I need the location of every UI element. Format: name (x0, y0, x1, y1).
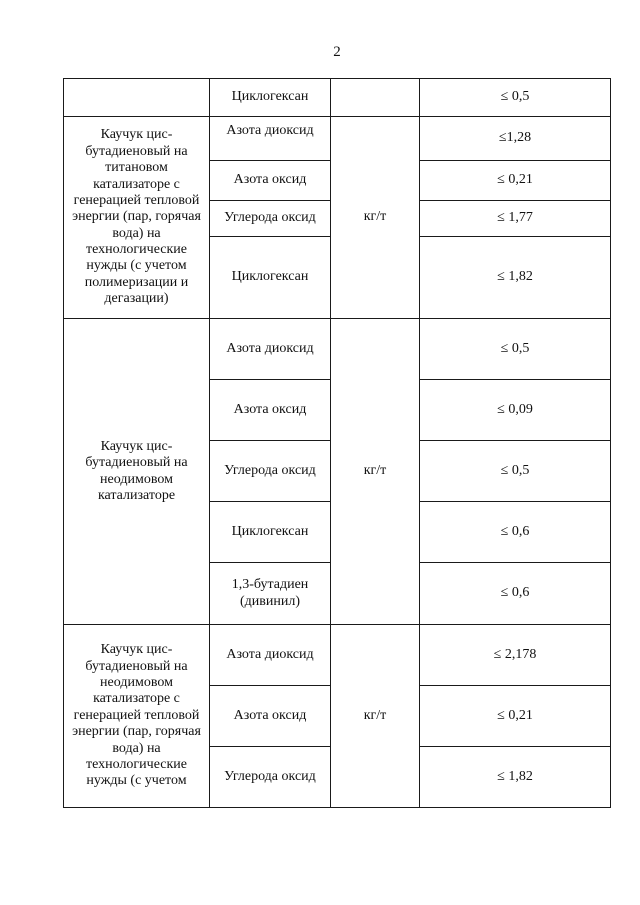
value-cell: ≤ 0,5 (420, 441, 611, 502)
value-cell: ≤1,28 (420, 117, 611, 161)
product-cell: Каучук цис-бутадиеновый на титановом катализаторе с генерацией тепловой энергии (пар, горячая вода) на технологические нужды (с учетом полимеризации и дегазации) (64, 117, 210, 319)
substance-cell: Азота диоксид (210, 319, 331, 380)
substance-cell: Циклогексан (210, 502, 331, 563)
emissions-table (63, 78, 611, 808)
substance-cell: 1,3-бутадиен (дивинил) (210, 563, 331, 625)
product-cell: Каучук цис-бутадиеновый на неодимовом катализаторе с генерацией тепловой энергии (пар, горячая вода) на технологические нужды (с учетом (64, 625, 210, 808)
substance-cell: Азота оксид (210, 161, 331, 201)
product-cell (64, 79, 210, 117)
substance-cell: Углерода оксид (210, 441, 331, 502)
substance-cell: Азота диоксид (210, 117, 331, 161)
product-cell: Каучук цис-бутадиеновый на неодимовом катализаторе (64, 319, 210, 625)
substance-cell: Углерода оксид (210, 201, 331, 237)
value-cell: ≤ 0,6 (420, 502, 611, 563)
unit-cell: кг/т (331, 117, 420, 319)
value-cell: ≤ 0,09 (420, 380, 611, 441)
table-row (64, 625, 611, 686)
value-cell: ≤ 0,6 (420, 563, 611, 625)
table-row (64, 319, 611, 380)
table-row (64, 117, 611, 161)
value-cell: ≤ 0,21 (420, 686, 611, 747)
value-cell: ≤ 1,82 (420, 747, 611, 808)
value-cell: ≤ 0,5 (420, 79, 611, 117)
substance-cell: Азота диоксид (210, 625, 331, 686)
unit-cell: кг/т (331, 625, 420, 808)
value-cell: ≤ 0,21 (420, 161, 611, 201)
value-cell: ≤ 0,5 (420, 319, 611, 380)
table-row (64, 79, 611, 117)
page-number: 2 (333, 44, 341, 60)
value-cell: ≤ 2,178 (420, 625, 611, 686)
substance-cell: Циклогексан (210, 79, 331, 117)
value-cell: ≤ 1,82 (420, 237, 611, 319)
value-cell: ≤ 1,77 (420, 201, 611, 237)
substance-cell: Азота оксид (210, 686, 331, 747)
substance-cell: Азота оксид (210, 380, 331, 441)
substance-cell: Углерода оксид (210, 747, 331, 808)
unit-cell (331, 79, 420, 117)
substance-cell: Циклогексан (210, 237, 331, 319)
unit-cell: кг/т (331, 319, 420, 625)
